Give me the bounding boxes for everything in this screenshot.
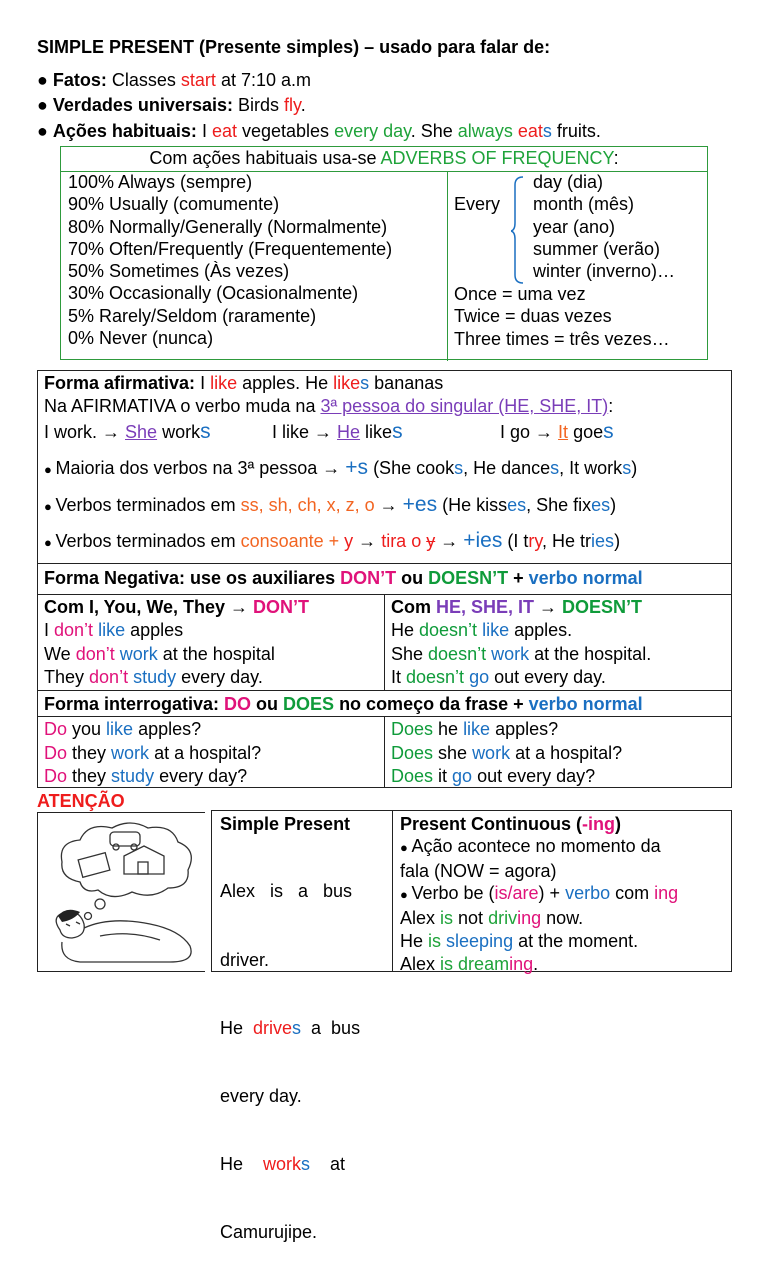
text: He [220, 1017, 254, 1038]
bullet-verdades [37, 94, 306, 116]
every-item: month (mês) [533, 194, 635, 215]
text: It [558, 422, 569, 442]
text: ● [400, 840, 412, 855]
bullet-dot: ● [44, 462, 56, 477]
text: Forma interrogativa: [44, 694, 225, 714]
text: Birds [238, 95, 285, 115]
text: they [67, 742, 112, 763]
bullet-dot: ● [44, 499, 56, 514]
text: He [391, 620, 420, 640]
text: I [44, 620, 55, 640]
text: sleep [446, 930, 490, 951]
text: ) [614, 531, 621, 551]
text: she [433, 742, 473, 763]
arrow-icon: → [230, 597, 249, 617]
text: Alex [400, 953, 441, 974]
text: (She cook [368, 458, 455, 478]
text: s [550, 458, 560, 478]
adverb-item: 5% Rarely/Seldom (raramente) [68, 305, 317, 326]
pc-line [400, 930, 678, 953]
text: s [454, 458, 464, 478]
text: bananas [369, 373, 444, 393]
every-item: day (dia) [533, 172, 604, 192]
text: ) [615, 814, 622, 834]
adverb-item: 90% Usually (comumente) [68, 194, 280, 215]
interrogative-title [44, 693, 643, 715]
times-item: Twice = duas vezes [454, 306, 612, 327]
text: is [440, 908, 454, 929]
arrow-icon: → [440, 531, 459, 551]
text: com [610, 883, 655, 904]
bullet-label: Verdades universais: [52, 95, 233, 115]
frequency-header [61, 147, 707, 172]
text: at the hospital [157, 643, 275, 664]
text: ing [489, 930, 514, 951]
arrow-icon: → [358, 531, 377, 551]
text: tira o [381, 531, 427, 551]
text: no começo da frase + [334, 694, 529, 714]
text: Verbo be ( [411, 883, 495, 904]
text: work [111, 742, 150, 763]
every-list [533, 171, 675, 282]
divider [384, 594, 385, 690]
text: , She fix [526, 495, 592, 515]
text: Verbos terminados em [55, 531, 241, 551]
brace-icon [511, 175, 525, 285]
text: DON’T [253, 597, 310, 617]
text: don’t [75, 643, 115, 664]
text: a bus [301, 1017, 361, 1038]
affirmative-example-3 [500, 421, 614, 443]
text: driv [488, 908, 518, 929]
negative-title [44, 567, 643, 589]
text: Verbos terminados em [55, 495, 241, 515]
text: . [300, 95, 306, 115]
text: at 7:10 a.m [215, 70, 311, 90]
text: (I t [502, 531, 529, 551]
text: She [391, 643, 429, 664]
text: driver. [220, 949, 270, 970]
bullet-label: Ações habituais: [52, 121, 197, 141]
text: . [533, 953, 539, 974]
text: s [622, 458, 632, 478]
bullet-label: Fatos: [52, 70, 107, 90]
interrogative-left-list [44, 718, 261, 789]
text: ) + [538, 883, 566, 904]
text: every day? [154, 766, 248, 786]
text: Does [391, 742, 434, 763]
text: Do [44, 719, 68, 739]
text: DOESN’T [428, 568, 509, 588]
adverb-item: 0% Never (nunca) [68, 328, 214, 349]
text: +s [345, 456, 369, 479]
text: ry [528, 531, 543, 551]
adverb-item: 80% Normally/Generally (Normalmente) [68, 216, 388, 237]
text: Alex is a bus [220, 881, 353, 902]
text: consoante + [240, 531, 345, 551]
text: at a hospital? [510, 742, 623, 763]
list-item [391, 718, 622, 742]
text: goe [568, 422, 604, 442]
rule-es [44, 494, 616, 518]
text: I [201, 121, 212, 141]
list-item [391, 765, 622, 789]
text: every day [334, 121, 411, 141]
every-item: winter (inverno)… [533, 261, 676, 282]
list-item [44, 742, 261, 766]
text: every day. [220, 1085, 302, 1106]
text: go [452, 766, 473, 786]
text: study [111, 766, 155, 786]
text: y [426, 531, 436, 551]
affirmative-example-1 [44, 421, 211, 443]
divider [392, 810, 393, 972]
list-item [44, 643, 275, 667]
text: fruits. [551, 121, 601, 141]
text: verbo [565, 883, 611, 904]
text: work [263, 1153, 302, 1174]
text: Na AFIRMATIVA o verbo muda na [44, 396, 321, 416]
rule-ies [44, 530, 620, 554]
text: I go [500, 422, 536, 442]
divider [37, 563, 732, 564]
every-label: Every [454, 194, 501, 214]
sp-line [220, 880, 386, 903]
text: like [106, 719, 134, 739]
bullet-dot: ● [44, 535, 56, 550]
text: fly [284, 95, 301, 115]
list-item [391, 643, 651, 667]
text: Classes [111, 70, 181, 90]
bullet-dot: ● [37, 121, 53, 141]
text: drive [253, 1017, 293, 1038]
text: it [433, 766, 453, 786]
text: Forma Negativa: use os auxiliares [44, 568, 341, 588]
text: +ies [463, 529, 503, 552]
text: ing [509, 953, 534, 974]
text: fala (NOW = agora) [400, 860, 557, 881]
text: : [613, 148, 619, 168]
list-item [391, 742, 622, 766]
sp-line [220, 1085, 386, 1108]
text: now. [541, 908, 584, 929]
list-item [44, 765, 261, 789]
divider [37, 690, 732, 691]
pc-line [400, 835, 678, 860]
simple-present-head: Simple Present [220, 814, 351, 834]
list-item [44, 718, 261, 742]
times-item: Three times = três vezes… [454, 328, 670, 349]
every-item: year (ano) [533, 216, 616, 237]
text: ● [400, 887, 412, 903]
text: ) [610, 495, 617, 515]
text: I work. [44, 422, 103, 442]
text: s [200, 420, 211, 443]
text: Maioria dos verbos na 3ª pessoa [55, 458, 323, 478]
text: work [491, 643, 530, 664]
text: Do [44, 742, 68, 763]
arrow-icon: → [102, 422, 121, 442]
text: work [157, 422, 201, 442]
text: like [210, 373, 238, 393]
text: s [392, 420, 403, 443]
text: Camurujipe. [220, 1221, 318, 1242]
text: Ação acontece no momento da [411, 836, 661, 856]
text: don’t [89, 667, 129, 687]
text: . She [410, 121, 458, 141]
text: go [469, 667, 490, 687]
text: ss, sh, ch, x, z, o [240, 495, 375, 515]
text: like [360, 422, 393, 442]
list-item [391, 619, 651, 643]
text: es [507, 495, 527, 515]
arrow-icon: → [535, 422, 554, 442]
text: Alex [400, 908, 441, 929]
text: he [433, 719, 464, 739]
text: at a hospital? [149, 742, 262, 763]
adverb-item: 100% Always (sempre) [68, 172, 253, 192]
bullet-dot: ● [37, 70, 53, 90]
sleeping-boy-illustration [40, 812, 205, 972]
pc-line [400, 953, 678, 976]
text: We [44, 643, 76, 664]
text: + [508, 568, 529, 588]
text: is [428, 930, 442, 951]
negative-left-head [44, 596, 309, 618]
text: DOESN’T [562, 597, 643, 617]
sp-line [220, 1153, 386, 1176]
text: apples. [509, 620, 573, 640]
every-item: summer (verão) [533, 238, 661, 259]
text: HE, SHE, IT [436, 597, 535, 617]
text: ies [591, 531, 615, 551]
text: at the moment. [513, 930, 639, 951]
text: apples? [133, 719, 202, 739]
text: they [67, 766, 112, 786]
text: DOES [283, 694, 335, 714]
text: Does [391, 719, 434, 739]
divider [447, 171, 448, 361]
text: I [195, 373, 211, 393]
arrow-icon: → [379, 495, 398, 515]
text: out every day. [489, 667, 606, 687]
text: , He tr [542, 531, 592, 551]
text: DO [224, 694, 252, 714]
text: is [440, 953, 454, 974]
text: Forma afirmativa: [44, 373, 196, 393]
pc-line [400, 882, 678, 907]
text: don’t [54, 620, 94, 640]
text: always [457, 121, 513, 141]
text: He [220, 1153, 264, 1174]
text: 3ª pessoa do singular (HE, SHE, IT) [320, 396, 609, 416]
text: es [591, 495, 611, 515]
text: like [463, 719, 491, 739]
text: , He dance [463, 458, 551, 478]
text: you [67, 719, 107, 739]
pc-line [400, 860, 678, 883]
text: at the hospital. [529, 643, 652, 664]
text: apples. He [237, 373, 334, 393]
text: study [133, 667, 177, 687]
page-title: SIMPLE PRESENT (Presente simples) – usado para falar de: [37, 37, 551, 57]
times-item: Once = uma vez [454, 284, 586, 304]
text: She [125, 422, 158, 442]
list-item [44, 666, 275, 690]
affirmative-example-2 [272, 421, 403, 443]
text: Does [391, 766, 434, 786]
text: He [337, 422, 361, 442]
text: apples [125, 620, 184, 640]
text: Com I, You, We, They [44, 597, 231, 617]
text: I like [272, 422, 315, 442]
text: DON’T [340, 568, 397, 588]
text: eat [211, 121, 237, 141]
text: (He kiss [437, 495, 508, 515]
text: not [453, 908, 489, 929]
text: doesn’t [406, 667, 465, 687]
arrow-icon: → [322, 458, 341, 478]
present-continuous-head [400, 813, 621, 835]
text: s [542, 121, 552, 141]
text: He [400, 930, 429, 951]
text: doesn’t [428, 643, 487, 664]
text: s [301, 1153, 311, 1174]
text: ADVERBS OF FREQUENCY [380, 148, 614, 168]
present-continuous-body [400, 835, 678, 975]
text: vegetables [236, 121, 335, 141]
text: Com [391, 597, 436, 617]
text: s [292, 1017, 302, 1038]
bullet-fatos [37, 69, 311, 91]
list-item [391, 666, 651, 690]
adverb-item: 50% Sometimes (Às vezes) [68, 261, 290, 282]
text: at [310, 1153, 346, 1174]
times-list [454, 283, 670, 350]
text: ou [396, 568, 429, 588]
text: start [180, 70, 216, 90]
bullet-dot: ● [37, 95, 53, 115]
text: y [344, 531, 354, 551]
text: ing [517, 908, 542, 929]
text: ing [654, 883, 679, 904]
text: Do [44, 766, 68, 786]
text: Com ações habituais usa-se [149, 148, 381, 168]
text: s [360, 373, 370, 393]
sp-line [220, 1017, 386, 1040]
text: work [119, 643, 158, 664]
divider [384, 716, 385, 788]
affirmative-title [44, 372, 443, 394]
negative-right-list [391, 619, 651, 690]
text: doesn’t [419, 620, 478, 640]
adverb-list [68, 171, 392, 349]
text: is/are [494, 883, 539, 904]
frequency-box [60, 146, 708, 360]
text: every day. [176, 667, 263, 687]
negative-left-list [44, 619, 275, 690]
text: work [472, 742, 511, 763]
arrow-icon: → [314, 422, 333, 442]
list-item [44, 619, 275, 643]
text: dream [458, 953, 510, 974]
text: like [482, 620, 510, 640]
bullet-acoes [37, 120, 601, 142]
text: like [333, 373, 361, 393]
simple-present-body [220, 835, 386, 1266]
text: s [603, 420, 614, 443]
sp-line [220, 949, 386, 972]
rule-s [44, 457, 637, 481]
text: ou [251, 694, 284, 714]
affirmative-rule [44, 395, 613, 417]
text: verbo normal [528, 694, 643, 714]
pc-line [400, 907, 678, 930]
adverb-item: 70% Often/Frequently (Frequentemente) [68, 238, 393, 259]
adverb-item: 30% Occasionally (Ocasionalmente) [68, 283, 359, 304]
arrow-icon: → [539, 597, 558, 617]
text: : [608, 396, 614, 416]
text: eat [517, 121, 543, 141]
text: It [391, 667, 407, 687]
sp-line [220, 1221, 386, 1244]
text: like [98, 620, 126, 640]
text: They [44, 667, 90, 687]
text: out every day? [472, 766, 596, 786]
text: Present Continuous ( [400, 814, 583, 834]
attention-label: ATENÇÃO [37, 791, 125, 811]
text: ) [631, 458, 638, 478]
text: -ing [582, 814, 616, 834]
text: +es [402, 493, 438, 516]
negative-right-head [391, 596, 642, 618]
text: apples? [490, 719, 559, 739]
text: , It work [559, 458, 623, 478]
interrogative-right-list [391, 718, 622, 789]
text: verbo normal [528, 568, 643, 588]
